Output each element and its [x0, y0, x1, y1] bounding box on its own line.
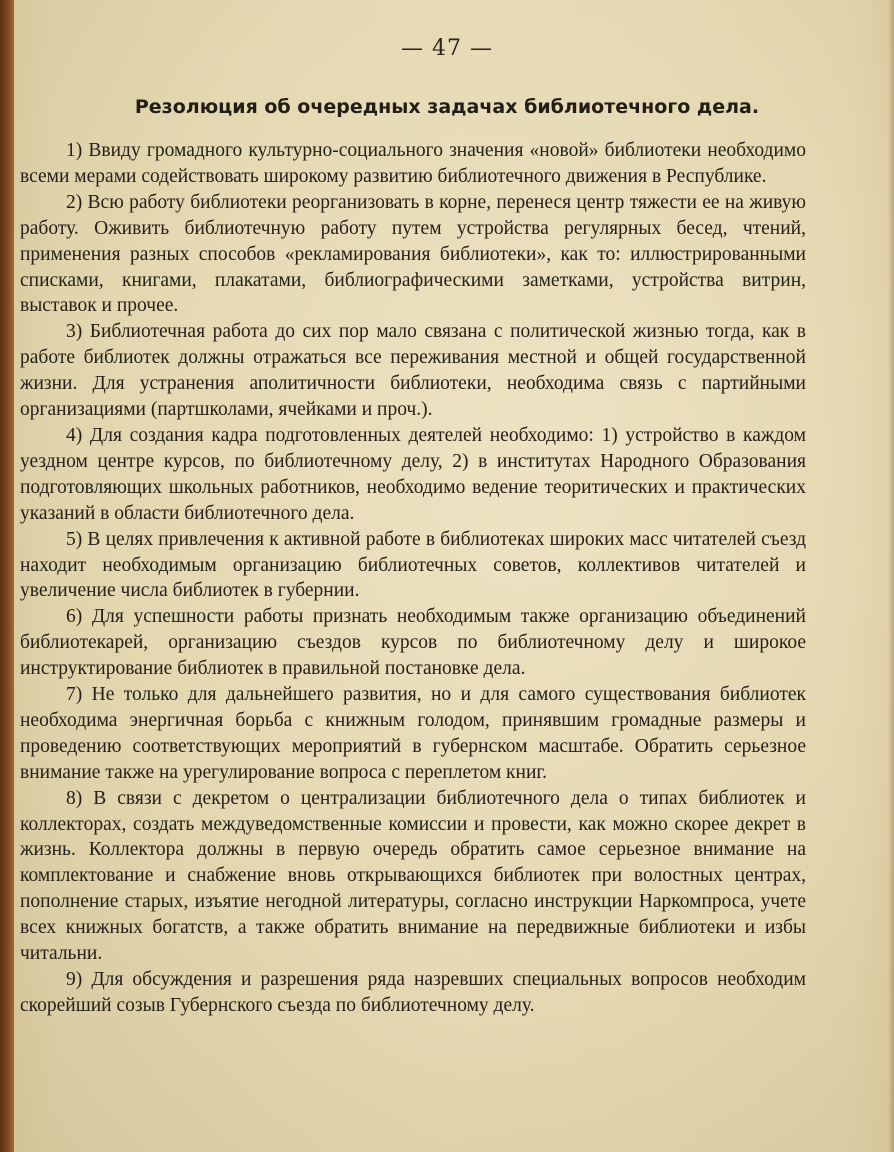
resolution-body	[20, 138, 806, 1019]
paragraph-3: 3) Библиотечная работа до сих пор мало связана с политической жизнью тогда, как в работе библиотек должны отражаться все переживания местной и общей государственной жизни. Для устранения аполитичности библиотеки, необходима связь с партийными организациями (партшколами, ячейками и проч.).	[20, 321, 806, 421]
paragraph-1: 1) Ввиду громадного культурно-социального значения «новой» библиотеки необходимо всеми мерами содействовать широкому развитию библиотечного движения в Республике.	[20, 140, 806, 187]
paragraph-9: 9) Для обсуждения и разрешения ряда назревших специальных вопросов необходим скорейший созыв Губернского съезда по библиотечному делу.	[20, 969, 806, 1016]
page-edge-shadow	[888, 0, 894, 1152]
paragraph-6: 6) Для успешности работы признать необходимым также организацию объединений библиотекарей, организацию съездов курсов по библиотечному делу и широкое инструктирование библиотек в правильной постановке дела.	[20, 606, 806, 680]
page-heading: Резолюция об очередных задачах библиотечного дела.	[134, 96, 760, 118]
paragraph-5: 5) В целях привлечения к активной работе в библиотеках широких масс читателей съезд находит необходимым организацию библиотечных советов, коллективов читателей и увеличение числа библиотек в губернии.	[20, 528, 806, 602]
paragraph-2: 2) Всю работу библиотеки реорганизовать в корне, перенеся центр тяжести ее на живую работу. Оживить библиотечную работу путем устройства регулярных бесед, чтений, применения разных способов «рекламирования библиотеки», как то: иллюстрированными списками, книгами, плакатами, библиографическими заметками, устройства витрин, выставок и прочее.	[20, 191, 806, 317]
paragraph-8: 8) В связи с декретом о централизации библиотечного дела о типах библиотек и коллекторах, создать междуведомственные комиссии и провести, как можно скорее декрет в жизнь. Коллектора должны в первую очередь обратить самое серьезное внимание на комплектование и снабжение вновь открывающихся библиотек при волостных центрах, пополнение старых, изъятие негодной литературы, согласно инструкции Наркомпроса, учете всех книжных богатств, а также обратить внимание на передвижные библиотеки и избы читальни.	[20, 787, 806, 965]
book-binding-edge	[0, 0, 14, 1152]
paragraph-7: 7) Не только для дальнейшего развития, но и для самого существования библиотек необходима энергичная борьба с книжным голодом, принявшим громадные размеры и проведению соответствующих мероприятий в губернском масштабе. Обратить серьезное внимание также на урегулирование вопроса с переплетом книг.	[20, 684, 806, 783]
paragraph-4: 4) Для создания кадра подготовленных деятелей необходимо: 1) устройство в каждом уездном центре курсов, по библиотечному делу, 2) в институтах Народного Образования подготовляющих школьных работников, необходимо ведение теоритических и практических указаний в области библиотечного дела.	[20, 424, 806, 524]
page-number: — 47 —	[401, 36, 493, 61]
